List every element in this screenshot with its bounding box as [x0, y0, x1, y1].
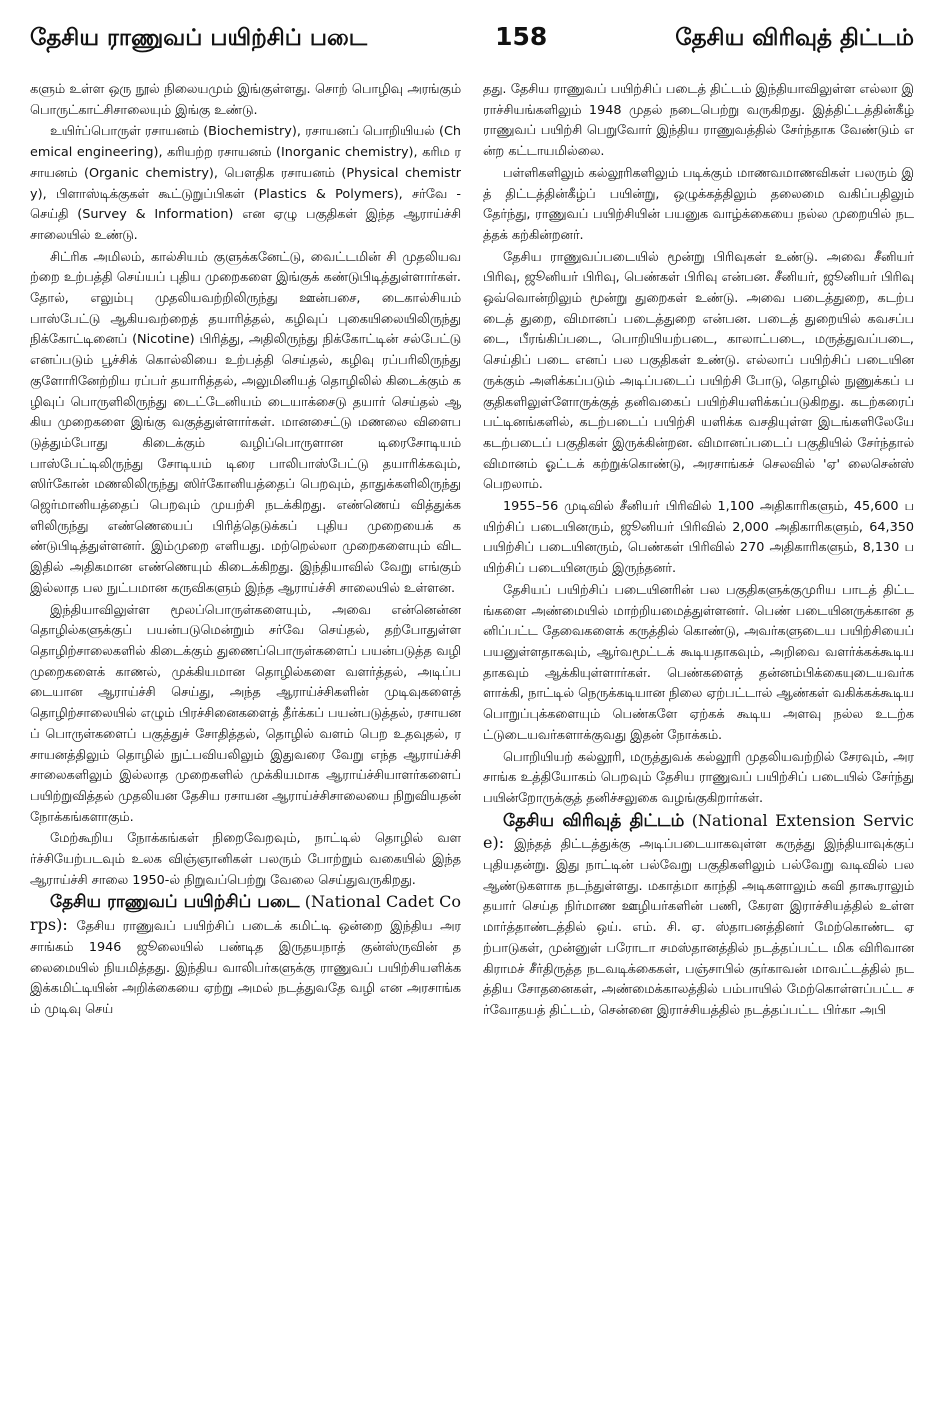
right-paragraph-4: 1955–56 முடிவில் சீனியர் பிரிவில் 1,100 அதிகாரிகளும், 45,600 பயிற்சிப் படையினரும், ஜூனியர் பிரிவில் 2,000 அதிகாரிகளும், 64,350 பயிற்சிப் படையினரும், பெண்கள் பிரிவில் 270 அதிகாரிகளும், 8,130 பயிற்சிப் படையினரும் இருந்தனர்.	[483, 499, 914, 577]
left-paragraph-3: சிட்ரிக அமிலம், கால்சியம் குளுக்கனேட்டு, வைட்டமின் சி முதலியவற்றை உற்பத்தி செய்யப் புதிய முறைகளை இங்குக் கண்டுபிடித்துள்ளார்கள். தோல், எலும்பு முதலியவற்றிலிருந்து ஊன்பசை, டைகால்சியம் பாஸ்பேட்டு ஆகியவற்றைத் தயாரித்தல், கழிவுப் புகையிலையிலிருந்து நிக்கோட்டினைப் (Nicotine) பிரித்து, அதிலிருந்து நிக்கோட்டின் சல்பேட்டு எனப்படும் பூச்சிக் கொல்லியை உற்பத்தி செய்தல், கழிவு ரப்பரிலிருந்து குளோரினேற்றிய ரப்பர் தயாரித்தல், அலுமினியத் தொழிலில் கிடைக்கும் கழிவுப் பொருளிலிருந்து டைட்டேனியம் டையாக்சைடு தயார் செய்தல் ஆகிய முறைகளை இங்கு வகுத்துள்ளார்கள். மானசைட்டு மணலை விளைபடுத்தும்போது கிடைக்கும் வழிப்பொருளான டிரைசோடியம் பாஸ்பேட்டிலிருந்து சோடியம் டிரை பாலிபாஸ்பேட்டு தயாரிக்கவும், ஸிர்கோன் மணலிலிருந்து ஸிர்கோனியத்தைப் பெறவும், தாதுக்களிலிருந்து ஜெர்மானியத்தைப் பெறவும் முயற்சி நடக்கிறது. எண்ணெய் வித்துக்களிலிருந்து எண்ணெயைப் பிரித்தெடுக்கப் புதிய முறையைக் கண்டுபிடித்துள்ளனர். இம்முறை எளியது. மற்றெல்லா முறைகளையும் விட இதில் அதிகமான எண்ணெயும் கிடைக்கிறது. இந்தியாவில் வேறு எங்கும் இல்லாத பல நுட்பமான கருவிகளும் இந்த ஆராய்ச்சி சாலையில் உள்ளன.	[30, 249, 461, 596]
right-paragraph-3: தேசிய ராணுவப்படையில் மூன்று பிரிவுகள் உண்டு. அவை சீனியர் பிரிவு, ஜூனியர் பிரிவு, பெண்கள் பிரிவு என்பன. சீனியர், ஜூனியர் பிரிவு ஒவ்வொன்றிலும் மூன்று துறைகள் உண்டு. அவை படைத்துறை, கடற்படைத் துறை, விமானப் படைத்துறை என்பன. படைத் துறையில் கவசப்படை, பீரங்கிப்படை, பொறியியற்படை, காலாட்படை, மருத்துவப்படை, செய்திப் படை எனப் பல பகுதிகள் உண்டு. எல்லாப் பயிற்சிப் படையினருக்கும் அளிக்கப்படும் அடிப்படைப் பயிற்சி போடு, தொழில் நுணுக்கப் பகுதிகளிலுள்ளோருக்குத் தனிவகைப் பயிற்சியளிக்கப்படுகிறது. கடற்கரைப் பட்டினங்களில், கடற்படைப் பயிற்சி யளிக்க வசதியுள்ள இடங்களிலேயே கடற்படைப் பகுதிகள் இருக்கின்றன. விமானப்படைப் பகுதியில் சேர்ந்தால் விமானம் ஓட்டக் கற்றுக்கொண்டு, அரசாங்கச் செலவில் 'ஏ' லைசென்ஸ் பெறலாம்.	[483, 249, 914, 493]
two-column-body	[30, 80, 914, 1420]
header-left-title: தேசிய ராணுவப் பயிற்சிப் படை	[30, 25, 368, 51]
right-paragraph-1: தது. தேசிய ராணுவப் பயிற்சிப் படைத் திட்டம் இந்தியாவிலுள்ள எல்லா இராச்சியங்களிலும் 1948 முதல் நடைபெற்று வருகிறது. இத்திட்டத்தின்கீழ் ராணுவப் பயிற்சி பெறுவோர் இந்திய ராணுவத்தில் சேர்ந்தாக வேண்டும் என்ற கட்டாயமில்லை.	[483, 82, 914, 160]
left-paragraph-2: உயிர்ப்பொருள் ரசாயனம் (Biochemistry), ரசாயனப் பொறியியல் (Chemical engineering), கரியற்ற ரசாயனம் (Inorganic chemistry), கரிம ரசாயனம் (Organic chemistry), பௌதிக ரசாயனம் (Physical chemistry), பிளாஸ்டிக்குகள் கூட்டுறுப்பிகள் (Plastics & Polymers), சர்வே - செய்தி (Survey & Information) என ஏழு பகுதிகள் இந்த ஆராய்ச்சி சாலையில் உண்டு.	[30, 124, 461, 243]
left-column	[30, 80, 461, 1420]
entry-text: தேசிய ராணுவப் பயிற்சிப் படைக் கமிட்டி ஒன்றை இந்திய அரசாங்கம் 1946 ஜூலையில் பண்டித இருதயநாத் குன்ஸ்ருவின் தலைமையில் நியமித்தது. இந்திய வாலிபர்களுக்கு ராணுவப் பயிற்சியளிக்க இக்கமிட்டியின் அறிக்கையை ஏற்று அமல் நடத்துவதே வழி என அரசாங்கம் முடிவு செய்	[30, 919, 461, 1017]
left-paragraph-5: மேற்கூறிய நோக்கங்கள் நிறைவேறவும், நாட்டில் தொழில் வளர்ச்சியேற்படவும் உலக விஞ்ஞானிகள் பலரும் போற்றும் வகையில் இந்த ஆராய்ச்சி சாலை 1950-ல் நிறுவப்பெற்று வேலை செய்துவருகிறது.	[30, 831, 461, 888]
entry-text: இந்தத் திட்டத்துக்கு அடிப்படையாகவுள்ள கருத்து இந்தியாவுக்குப் புதியதன்று. இது நாட்டின் பல்வேறு பகுதிகளிலும் பல்வேறு வடிவில் பல ஆண்டுகளாக நடந்துள்ளது. மகாத்மா காந்தி அடிகளாலும் கவி தாகூராலும் தயார் செய்த நிர்மாண ஊழியர்களின் பணி, கேரள இராச்சியத்தில் உள்ள மார்த்தாண்டத்தில் ஒய். எம். சி. ஏ. ஸ்தாபனத்தினர் மேற்கொண்ட ஏற்பாடுகள், முன்னுள் பரோடா சமஸ்தானத்தில் நடத்தப்பட்ட மிக விரிவான கிராமச் சீர்திருத்த நடவடிக்கைகள், பஞ்சாபில் குர்காவன் மாவட்டத்தில் நடத்திய சோதனைகள், அண்மைக்காலத்தில் பம்பாயில் மேற்கொள்ளப்பட்ட சர்வோதயத் திட்டம், சென்னை இராச்சியத்தில் நடத்தப்பட்ட பிர்கா அபி	[483, 837, 914, 1018]
header-right-title: தேசிய விரிவுத் திட்டம்	[675, 25, 914, 51]
page-number: 158	[495, 22, 548, 51]
entry-english-term: (National Extension Service):	[483, 810, 914, 853]
right-column	[483, 80, 914, 1420]
left-paragraph-1: களும் உள்ள ஒரு நூல் நிலையமும் இங்குள்ளது. சொற் பொழிவு அரங்கும் பொருட்காட்சிசாலையும் இங்கு உண்டு.	[30, 82, 461, 118]
running-header	[30, 22, 914, 68]
entry-national-cadet-corps	[30, 892, 461, 1020]
left-paragraph-4: இந்தியாவிலுள்ள மூலப்பொருள்களையும், அவை என்னென்ன தொழில்களுக்குப் பயன்படுமென்றும் சர்வே செய்தல், தற்போதுள்ள தொழிற்சாலைகளில் கிடைக்கும் துணைப்பொருள்களைப் பயன்படுத்த வழி முறைகளைக் காணல், முக்கியமான தொழில்களை வளர்த்தல், அடிப்படையான ஆராய்ச்சி செய்து, அந்த ஆராய்ச்சிகளின் முடிவுகளைத் தொழிற்சாலையில் எழும் பிரச்சினைகளைத் தீர்க்கப் பயன்படுத்தல், ரசாயனப் பொருள்களைப் பகுத்துச் சோதித்தல், தொழில் வளம் பெற உதவுதல், ரசாயனத்திலும் தொழில் நுட்பவியலிலும் இதுவரை வேறு எந்த ஆராய்ச்சி சாலைகளிலும் இல்லாத முறைகளில் முக்கியமாக ஆராய்ச்சியாளர்களைப் பயிற்றுவித்தல் முதலியன தேசிய ரசாயன ஆராய்ச்சிசாலையை நிறுவியதன் நோக்கங்களாகும்.	[30, 602, 461, 825]
right-paragraph-2: பள்ளிகளிலும் கல்லூரிகளிலும் படிக்கும் மாணவமாணவிகள் பலரும் இத் திட்டத்தின்கீழ்ப் பயின்று, ஒழுக்கத்திலும் தலைமை வகிப்பதிலும் தேர்ந்து, ராணுவப் பயிற்சியின் பயனுக வாழ்க்கையை நல்ல முறையில் நடத்தக் கற்கின்றனர்.	[483, 165, 914, 243]
entry-national-extension-service	[483, 811, 914, 1022]
entry-english-term: (National Cadet Corps):	[30, 892, 461, 935]
right-paragraph-6: பொறியியற் கல்லூரி, மருத்துவக் கல்லூரி முதலியவற்றில் சேரவும், அரசாங்க உத்தியோகம் பெறவும் தேசிய ராணுவப் பயிற்சிப் படையில் சேர்ந்து பயின்றோருக்குத் தனிச்சலுகை வழங்குகிறார்கள்.	[483, 749, 914, 806]
right-paragraph-5: தேசியப் பயிற்சிப் படையினரின் பல பகுதிகளுக்குமுரிய பாடத் திட்டங்களை அண்மையில் மாற்றியமைத்துள்ளனர். பெண் படையினருக்கான தனிப்பட்ட தேவைகளைக் கருத்தில் கொண்டு, அவர்களுடைய பயிற்சியைப் பயனுள்ளதாகவும், ஆர்வமூட்டக் கூடியதாகவும், அறிவை வளர்க்கக்கூடியதாகவும் ஆக்கியுள்ளார்கள். பெண்களைத் தன்னம்பிக்கையுடையவர்களாக்கி, நாட்டில் நெருக்கடியான நிலை ஏற்பட்டால் ஆண்கள் வகிக்கக்கூடிய பொறுப்புக்களையும் பெண்களே ஏற்கக் கூடிய அளவு நல்ல உடற்கட்டுடையவர்களாக்குவது இதன் நோக்கம்.	[483, 582, 914, 743]
entry-heading: தேசிய விரிவுத் திட்டம்	[503, 810, 685, 831]
entry-heading: தேசிய ராணுவப் பயிற்சிப் படை	[50, 892, 300, 913]
